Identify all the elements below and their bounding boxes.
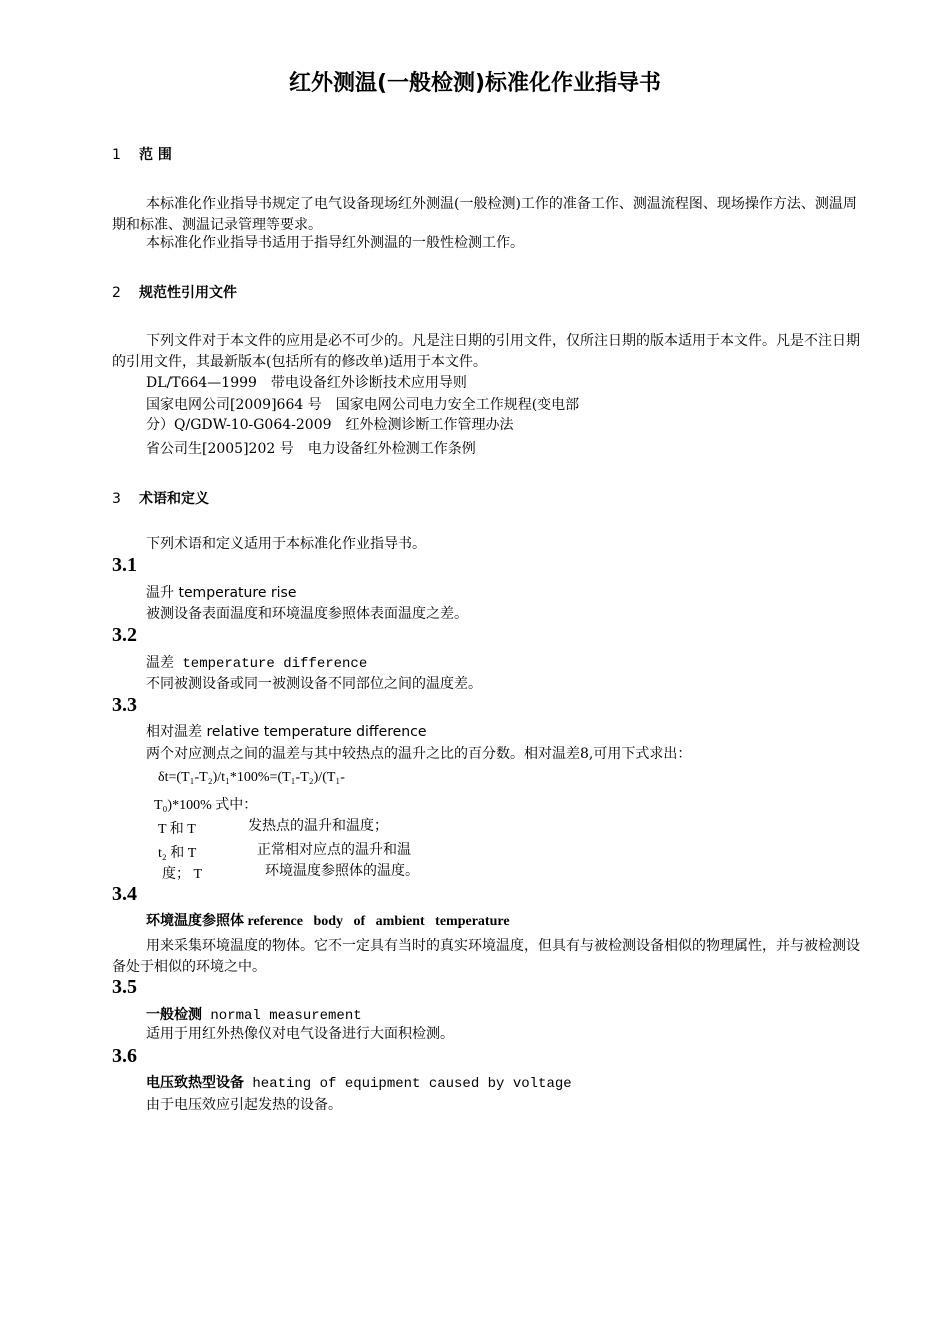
definition: 适用于用红外热像仪对电气设备进行大面积检测。 [146,1026,454,1042]
term: 温升 temperature rise [146,585,297,601]
term [146,1072,572,1092]
term-english: normal measurement [202,1008,362,1024]
definition: 两个对应测点之间的温差与其中较热点的温升之比的百分数。相对温差8,可用下式求出： [146,746,692,762]
reference-item: DL/T664—1999 带电设备红外诊断技术应用导则 [146,375,467,391]
reference-item: 省公司生[2005]202 号 电力设备红外检测工作条例 [146,441,476,457]
definition: 不同被测设备或同一被测设备不同部位之间的温度差。 [146,676,482,692]
reference-item: 分）Q/GDW-10-G064-2009 红外检测诊断工作管理办法 [146,417,514,433]
definition: 用来采集环境温度的物体。它不一定具有当时的真实环境温度，但具有与被检测设备相似的物理属性，并与被检测设备处于相似的环境之中。 [112,938,860,975]
term [146,910,510,930]
subsection-number: 3.5 [112,976,137,998]
paragraph: 本标准化作业指导书适用于指导红外测温的一般性检测工作。 [146,235,524,251]
variable-description: 正常相对应点的温升和温 [257,842,411,858]
paragraph: 下列术语和定义适用于本标准化作业指导书。 [146,536,426,552]
subsection-number: 3.3 [112,694,137,716]
term: 温差 temperature difference [146,656,368,672]
term-english: heating of equipment caused by voltage [244,1076,572,1092]
definition: 被测设备表面温度和环境温度参照体表面温度之差。 [146,606,468,622]
reference-item: 国家电网公司[2009]664 号 国家电网公司电力安全工作规程(变电部 [146,397,580,413]
subsection-number: 3.2 [112,624,137,646]
subsection-number: 3.6 [112,1045,137,1067]
term [146,1004,362,1024]
term-chinese: 一般检测 [146,1007,202,1023]
variable-symbol: t₂ 和 T [158,846,197,861]
formula-line: δt=(T₁-T₂)/t₁*100%=(T₁-T₂)/(T₁- [158,770,345,785]
section-number: 1 [112,147,121,163]
definition: 由于电压效应引起发热的设备。 [146,1097,342,1113]
paragraph: 下列文件对于本文件的应用是必不可少的。凡是注日期的引用文件，仅所注日期的版本适用于本文件。凡是不注日期的引用文件，其最新版本(包括所有的修改单)适用于本文件。 [112,333,860,370]
section-number: 3 [112,491,121,507]
subsection-number: 3.4 [112,883,137,905]
term-chinese: 环境温度参照体 [146,913,244,929]
section-heading-1 [112,144,172,164]
variable-description: 环境温度参照体的温度。 [265,863,419,879]
term-english: reference body of ambient temperature [244,914,510,929]
section-heading-3 [112,488,209,508]
document-title: 红外测温(一般检测)标准化作业指导书 [288,71,662,96]
subsection-number: 3.1 [112,554,137,576]
section-number: 2 [112,285,121,301]
term-chinese: 电压致热型设备 [146,1075,244,1091]
variable-description: 发热点的温升和温度； [248,818,388,834]
formula-line: T₀)*100% 式中： [154,798,258,813]
section-title: 规范性引用文件 [139,285,237,301]
section-heading-2 [112,282,237,302]
variable-symbol: 度； T [162,867,203,882]
paragraph: 本标准化作业指导书规定了电气设备现场红外测温(一般检测)工作的准备工作、测温流程图、现场操作方法、测温周期和标准、测温记录管理等要求。 [112,196,857,233]
variable-symbol: T 和 T [158,822,196,837]
section-title: 范 围 [139,147,172,163]
term: 相对温差 relative temperature difference [146,724,427,740]
section-title: 术语和定义 [139,491,209,507]
